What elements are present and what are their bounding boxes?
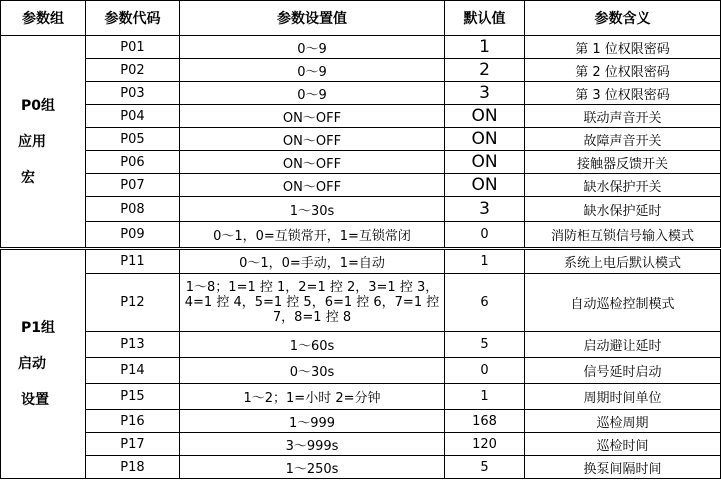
param-default: 0 [445,222,525,249]
param-default: 168 [445,410,525,433]
param-range: 0～9 [180,82,445,105]
param-range: 1～8；1=1 控 1，2=1 控 2，3=1 控 3，4=1 控 4，5=1 控 5，6=1 控 6，7=1 控 7，8=1 控 8 [180,274,445,332]
param-default: 1 [445,384,525,410]
param-default: 1 [445,36,525,59]
table-row [1,105,721,128]
param-code: P01 [86,36,180,59]
param-code: P03 [86,82,180,105]
param-meaning: 故障声音开关 [525,128,721,151]
param-meaning: 自动巡检控制模式 [525,274,721,332]
param-code: P02 [86,59,180,82]
param-default: 6 [445,274,525,332]
param-range: 0～1，0=互锁常开，1=互锁常闭 [180,222,445,249]
table-row [1,36,721,59]
param-code: P15 [86,384,180,410]
table-row [1,222,721,249]
table-row [1,151,721,174]
param-code: P17 [86,433,180,456]
param-code: P12 [86,274,180,332]
param-default: 3 [445,82,525,105]
param-meaning: 缺水保护开关 [525,174,721,197]
param-meaning: 系统上电后默认模式 [525,249,721,274]
param-code: P11 [86,249,180,274]
header-meaning: 参数含义 [525,1,721,36]
param-range: 3～999s [180,433,445,456]
param-range: ON～OFF [180,128,445,151]
param-code: P18 [86,456,180,479]
table-row [1,358,721,384]
param-default: 5 [445,456,525,479]
table-row [1,249,721,274]
param-range: 1～30s [180,197,445,222]
group-label-line: 启动 [18,356,46,372]
param-code: P07 [86,174,180,197]
group-label-line: 设置 [21,392,49,408]
table-row [1,433,721,456]
param-meaning: 第 2 位权限密码 [525,59,721,82]
group-label-line: P1组 [21,320,56,336]
param-meaning: 接触器反馈开关 [525,151,721,174]
param-default: 120 [445,433,525,456]
param-meaning: 联动声音开关 [525,105,721,128]
table-row [1,410,721,433]
param-range: ON～OFF [180,151,445,174]
param-meaning: 启动避让延时 [525,332,721,358]
param-meaning: 信号延时启动 [525,358,721,384]
group-label-line: 宏 [21,169,35,186]
table-row [1,274,721,332]
table-row [1,174,721,197]
param-meaning: 巡检时间 [525,433,721,456]
param-range: 0～9 [180,59,445,82]
param-default: ON [445,174,525,197]
header-code: 参数代码 [86,1,180,36]
param-default: ON [445,151,525,174]
param-range: 0～9 [180,36,445,59]
param-default: 5 [445,332,525,358]
param-default: ON [445,128,525,151]
table-row [1,384,721,410]
param-code: P05 [86,128,180,151]
param-meaning: 第 3 位权限密码 [525,82,721,105]
param-code: P06 [86,151,180,174]
table-row [1,59,721,82]
param-default: 1 [445,249,525,274]
param-range: ON～OFF [180,105,445,128]
header-row [1,1,721,36]
group-label-line: P0组 [21,97,56,114]
param-code: P09 [86,222,180,249]
param-code: P13 [86,332,180,358]
param-code: P08 [86,197,180,222]
param-range: ON～OFF [180,174,445,197]
param-range: 0～1，0=手动，1=自动 [180,249,445,274]
table-row [1,128,721,151]
param-default: 0 [445,358,525,384]
param-default: 2 [445,59,525,82]
table-row [1,456,721,479]
param-range: 1～250s [180,456,445,479]
group-label-p1 [1,249,86,479]
param-code: P04 [86,105,180,128]
param-range: 1～60s [180,332,445,358]
param-meaning: 巡检周期 [525,410,721,433]
table-row [1,332,721,358]
table-row [1,197,721,222]
param-range: 1～999 [180,410,445,433]
table-row [1,82,721,105]
header-group: 参数组 [1,1,86,36]
param-meaning: 第 1 位权限密码 [525,36,721,59]
param-meaning: 缺水保护延时 [525,197,721,222]
header-default: 默认值 [445,1,525,36]
group-label-line: 应用 [18,133,46,150]
param-range: 1～2；1=小时 2=分钟 [180,384,445,410]
param-code: P16 [86,410,180,433]
param-range: 0～30s [180,358,445,384]
param-code: P14 [86,358,180,384]
param-meaning: 周期时间单位 [525,384,721,410]
header-range: 参数设置值 [180,1,445,36]
param-default: ON [445,105,525,128]
param-meaning: 换泵间隔时间 [525,456,721,479]
param-default: 3 [445,197,525,222]
group-label-p0 [1,36,86,249]
param-meaning: 消防柜互锁信号输入模式 [525,222,721,249]
